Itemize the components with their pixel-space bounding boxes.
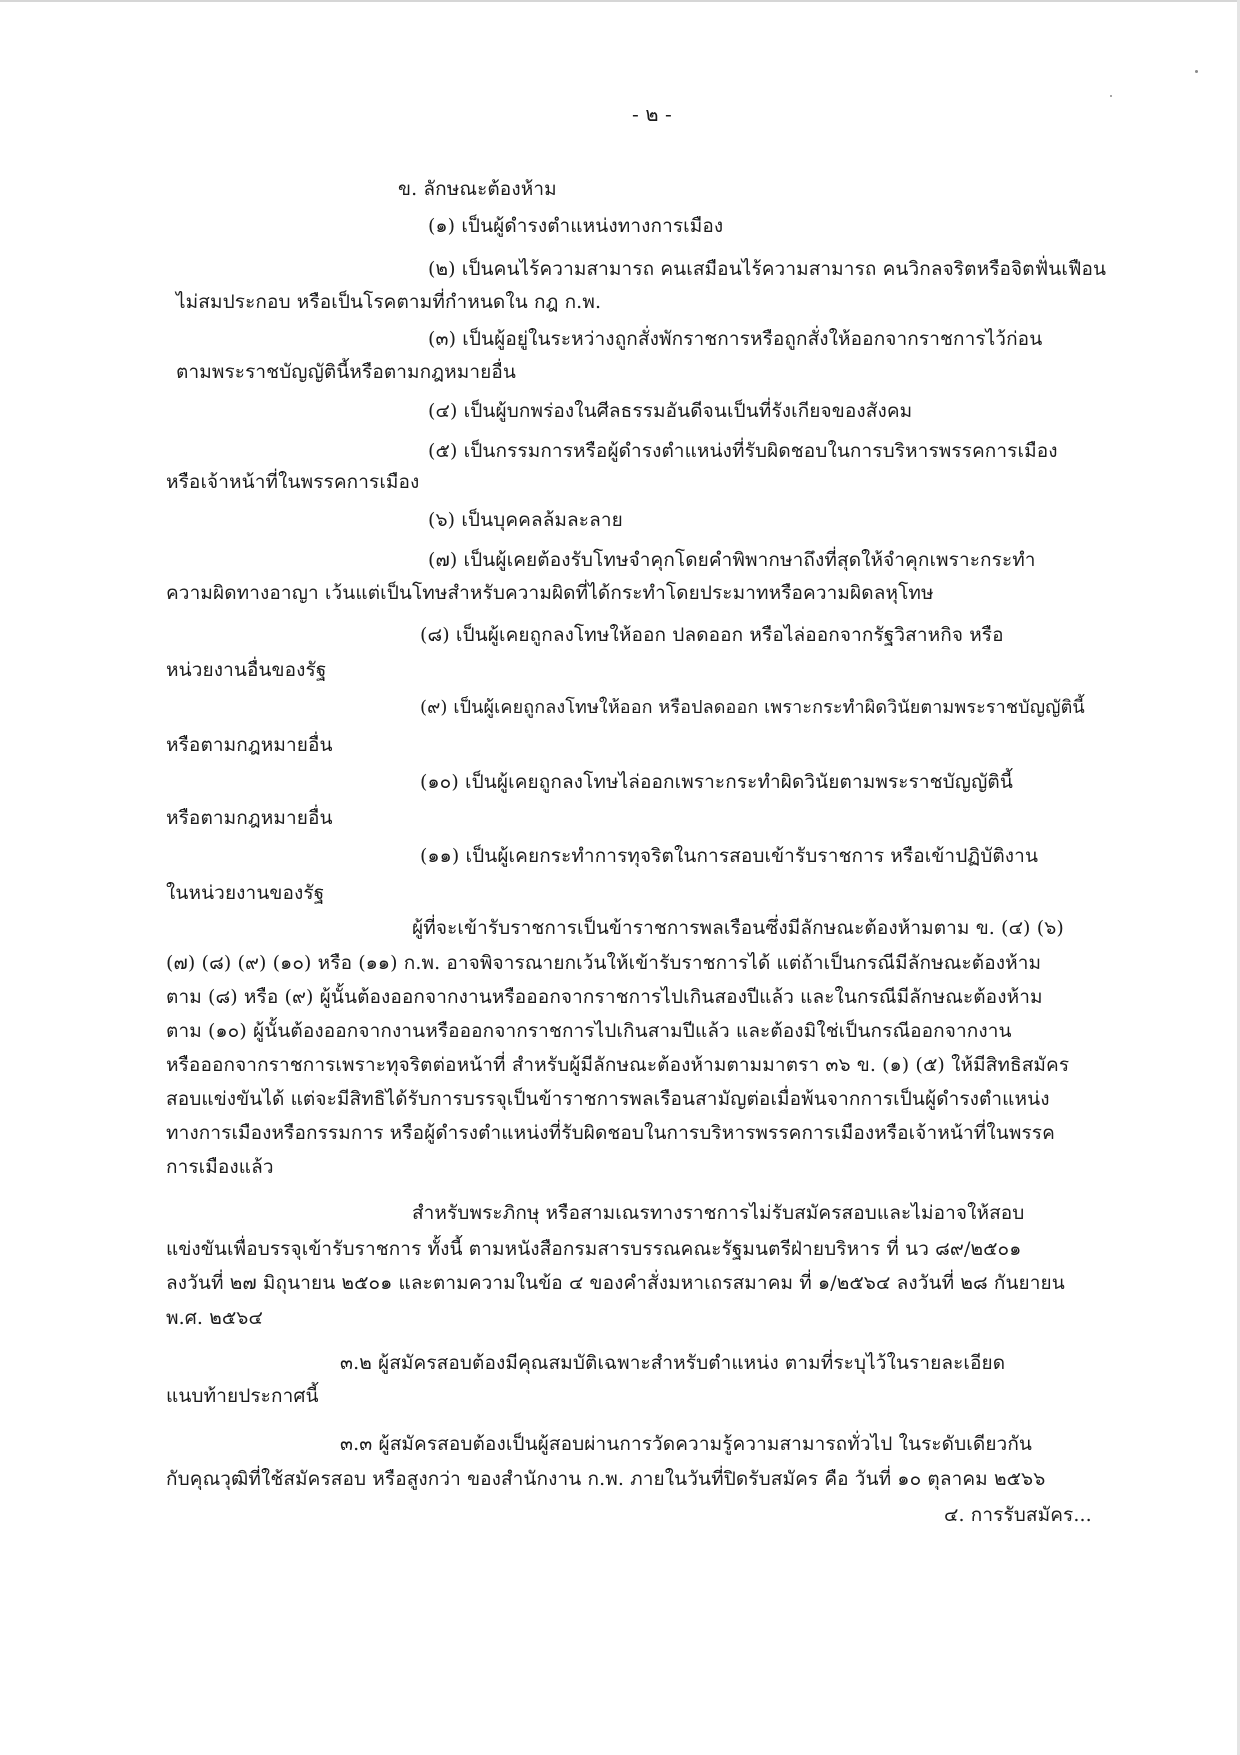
list-item-continuation: ในหน่วยงานของรัฐ — [166, 882, 325, 904]
next-page-marker: ๔. การรับสมัคร... — [944, 1504, 1092, 1526]
paragraph-line: ลงวันที่ ๒๗ มิถุนายน ๒๕๐๑ และตามความในข้อ ๔ ของคำสั่งมหาเถรสมาคม ที่ ๑/๒๕๖๔ ลงวันที่ ๒๘ กันยายน — [166, 1272, 1065, 1294]
paragraph-line: พ.ศ. ๒๕๖๔ — [166, 1307, 263, 1329]
list-item: (๗) เป็นผู้เคยต้องรับโทษจำคุกโดยคำพิพากษาถึงที่สุดให้จำคุกเพราะกระทำ — [428, 549, 1036, 571]
list-item: (๘) เป็นผู้เคยถูกลงโทษให้ออก ปลดออก หรือไล่ออกจากรัฐวิสาหกิจ หรือ — [420, 624, 1004, 646]
paragraph-line: สำหรับพระภิกษุ หรือสามเณรทางราชการไม่รับสมัครสอบและไม่อาจให้สอบ — [412, 1202, 1025, 1224]
list-item-continuation: ไม่สมประกอบ หรือเป็นโรคตามที่กำหนดใน กฎ ก.พ. — [176, 291, 602, 313]
list-item: (๖) เป็นบุคคลล้มละลาย — [428, 509, 623, 531]
list-item: (๙) เป็นผู้เคยถูกลงโทษให้ออก หรือปลดออก เพราะกระทำผิดวินัยตามพระราชบัญญัตินี้ — [420, 697, 1085, 718]
section-3-3-continuation: กับคุณวุฒิที่ใช้สมัครสอบ หรือสูงกว่า ของสำนักงาน ก.พ. ภายในวันที่ปิดรับสมัคร คือ วันที่ ๑๐ ตุลาคม ๒๕๖๖ — [166, 1468, 1046, 1490]
section-heading: ข. ลักษณะต้องห้าม — [398, 178, 557, 200]
section-3-2-continuation: แนบท้ายประกาศนี้ — [166, 1385, 319, 1407]
list-item: (๑๑) เป็นผู้เคยกระทำการทุจริตในการสอบเข้ารับราชการ หรือเข้าปฏิบัติงาน — [420, 845, 1039, 867]
paragraph-line: ผู้ที่จะเข้ารับราชการเป็นข้าราชการพลเรือนซึ่งมีลักษณะต้องห้ามตาม ข. (๔) (๖) — [412, 917, 1064, 939]
paragraph-line: ตาม (๘) หรือ (๙) ผู้นั้นต้องออกจากงานหรือออกจากราชการไปเกินสองปีแล้ว และในกรณีมีลักษณะต้องห้าม — [166, 986, 1043, 1008]
list-item: (๔) เป็นผู้บกพร่องในศีลธรรมอันดีจนเป็นที่รังเกียจของสังคม — [428, 400, 913, 422]
section-3-2: ๓.๒ ผู้สมัครสอบต้องมีคุณสมบัติเฉพาะสำหรับตำแหน่ง ตามที่ระบุไว้ในรายละเอียด — [340, 1352, 1006, 1374]
scan-edge-top — [0, 0, 1240, 2]
list-item: (๑๐) เป็นผู้เคยถูกลงโทษไล่ออกเพราะกระทำผิดวินัยตามพระราชบัญญัตินี้ — [420, 771, 1013, 793]
list-item-continuation: หรือตามกฎหมายอื่น — [166, 734, 333, 756]
paragraph-line: ตาม (๑๐) ผู้นั้นต้องออกจากงานหรือออกจากราชการไปเกินสามปีแล้ว และต้องมิใช่เป็นกรณีออกจากงาน — [166, 1020, 1012, 1042]
paragraph-line: สอบแข่งขันได้ แต่จะมีสิทธิได้รับการบรรจุเป็นข้าราชการพลเรือนสามัญต่อเมื่อพ้นจากการเป็นผู้ดำรงตำแหน่ง — [166, 1088, 1050, 1110]
list-item-continuation: หรือเจ้าหน้าที่ในพรรคการเมือง — [166, 471, 420, 493]
list-item-continuation: หน่วยงานอื่นของรัฐ — [166, 659, 327, 681]
scan-speck — [1110, 95, 1112, 97]
list-item: (๑) เป็นผู้ดำรงตำแหน่งทางการเมือง — [428, 215, 724, 237]
list-item-continuation: ตามพระราชบัญญัตินี้หรือตามกฎหมายอื่น — [176, 361, 516, 383]
section-3-3: ๓.๓ ผู้สมัครสอบต้องเป็นผู้สอบผ่านการวัดความรู้ความสามารถทั่วไป ในระดับเดียวกัน — [340, 1433, 1033, 1455]
paragraph-line: แข่งขันเพื่อบรรจุเข้ารับราชการ ทั้งนี้ ตามหนังสือกรมสารบรรณคณะรัฐมนตรีฝ่ายบริหาร ที่ นว ๘๙/๒๕๐๑ — [166, 1238, 1022, 1260]
paragraph-line: (๗) (๘) (๙) (๑๐) หรือ (๑๑) ก.พ. อาจพิจารณายกเว้นให้เข้ารับราชการได้ แต่ถ้าเป็นกรณีมีลักษณะต้องห้าม — [166, 952, 1042, 974]
paragraph-line: การเมืองแล้ว — [166, 1156, 274, 1178]
page-number: - ๒ - — [632, 102, 672, 126]
list-item-continuation: ความผิดทางอาญา เว้นแต่เป็นโทษสำหรับความผิดที่ได้กระทำโดยประมาทหรือความผิดลหุโทษ — [166, 582, 934, 604]
list-item: (๕) เป็นกรรมการหรือผู้ดำรงตำแหน่งที่รับผิดชอบในการบริหารพรรคการเมือง — [428, 440, 1058, 462]
list-item-continuation: หรือตามกฎหมายอื่น — [166, 807, 333, 829]
list-item: (๒) เป็นคนไร้ความสามารถ คนเสมือนไร้ความสามารถ คนวิกลจริตหรือจิตฟั่นเฟือน — [428, 258, 1107, 280]
paragraph-line: ทางการเมืองหรือกรรมการ หรือผู้ดำรงตำแหน่งที่รับผิดชอบในการบริหารพรรคการเมืองหรือเจ้าหน้าที่ในพรรค — [166, 1122, 1055, 1144]
list-item: (๓) เป็นผู้อยู่ในระหว่างถูกสั่งพักราชการหรือถูกสั่งให้ออกจากราชการไว้ก่อน — [428, 328, 1043, 350]
paragraph-line: หรือออกจากราชการเพราะทุจริตต่อหน้าที่ สำหรับผู้มีลักษณะต้องห้ามตามมาตรา ๓๖ ข. (๑) (๕) ให้มีสิทธิสมัคร — [166, 1054, 1070, 1076]
scan-speck — [1195, 70, 1198, 73]
